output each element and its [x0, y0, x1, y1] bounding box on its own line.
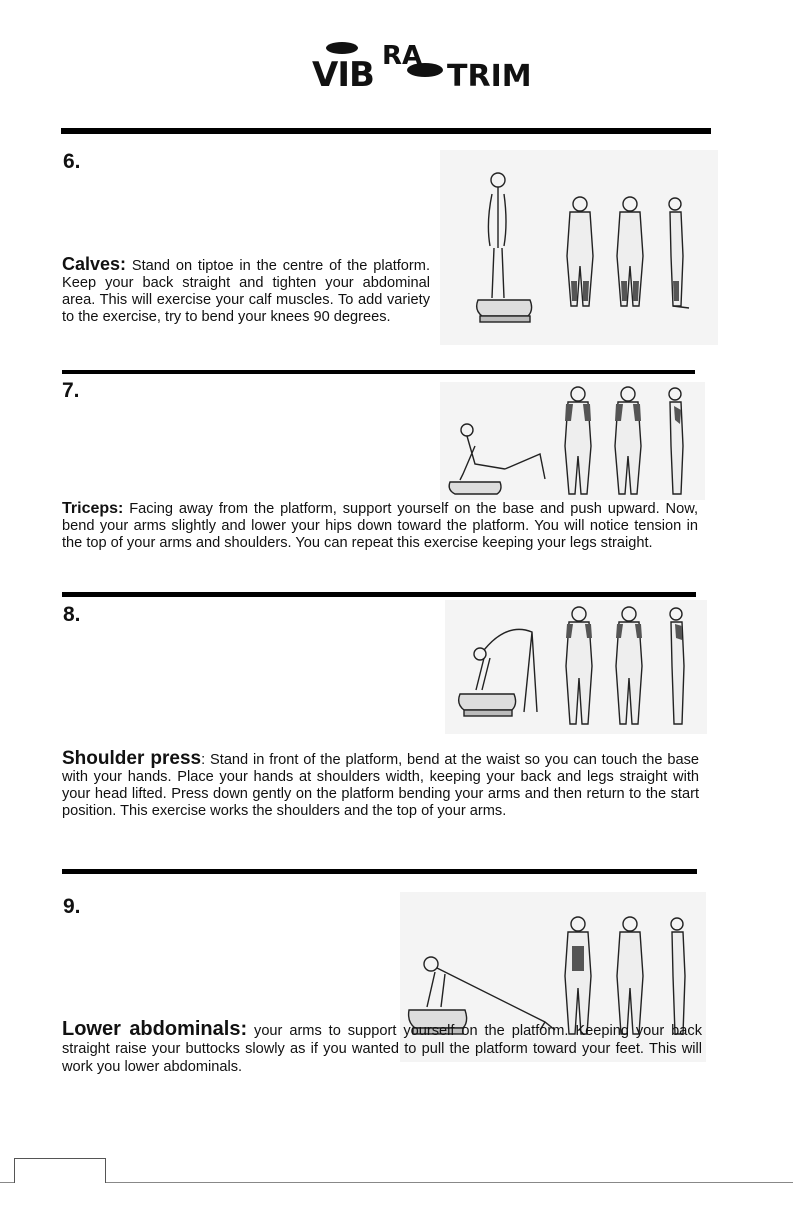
page-number-tab — [14, 1158, 106, 1183]
footer-rule — [0, 1182, 793, 1183]
section-divider — [62, 370, 695, 374]
shoulder-press-illustration — [452, 602, 704, 732]
section-heading: Lower abdominals: — [62, 1018, 248, 1040]
svg-text:VIB: VIB — [312, 55, 374, 95]
section-heading: Triceps: — [62, 500, 124, 517]
triceps-illustration — [445, 384, 705, 500]
section-number: 9. — [63, 895, 81, 918]
section-heading: Shoulder press — [62, 748, 202, 769]
section-body: Stand on tiptoe in the centre of the platform. Keep your back straight and tighten your abdominal area. This will exercise your calf muscles. To add variety to the exercise, try to bend your knees 90 degrees. — [62, 258, 430, 325]
section-body: : Stand in front of the platform, bend at the waist so you can touch the base with your hands. Place your hands at shoulders width, keeping your back and legs straight with your head lifted. Press down gently on the platform bending your arms and then return to the start position. This exercise works the shoulders and the top of your arms. — [62, 752, 699, 819]
vibratrim-logo-icon — [312, 36, 532, 95]
section-body: your arms to support yourself on the platform. Keeping your back straight raise your buttocks slowly as if you wanted to pull the platform toward your feet. This will work you lower abdominals. — [62, 1023, 702, 1075]
section-divider — [62, 592, 696, 597]
section-heading: Calves: — [62, 254, 127, 274]
section-text — [62, 256, 430, 326]
calf-raise-illustration — [470, 168, 710, 328]
section-text — [62, 750, 699, 820]
svg-text:RA: RA — [382, 41, 423, 71]
section-text — [62, 500, 698, 552]
section-text — [62, 1020, 702, 1076]
section-body: Facing away from the platform, support yourself on the base and push upward. Now, bend your arms slightly and lower your hips down toward the platform. You will notice tension in the top of your arms and shoulders. You can repeat this exercise keeping your legs straight. — [62, 501, 698, 551]
section-number: 6. — [63, 150, 81, 173]
section-divider — [61, 128, 711, 134]
section-divider — [62, 869, 697, 874]
brand-logo — [312, 36, 532, 95]
section-number: 7. — [62, 379, 80, 402]
svg-text:TRIM: TRIM — [447, 59, 532, 94]
section-number: 8. — [63, 603, 81, 626]
